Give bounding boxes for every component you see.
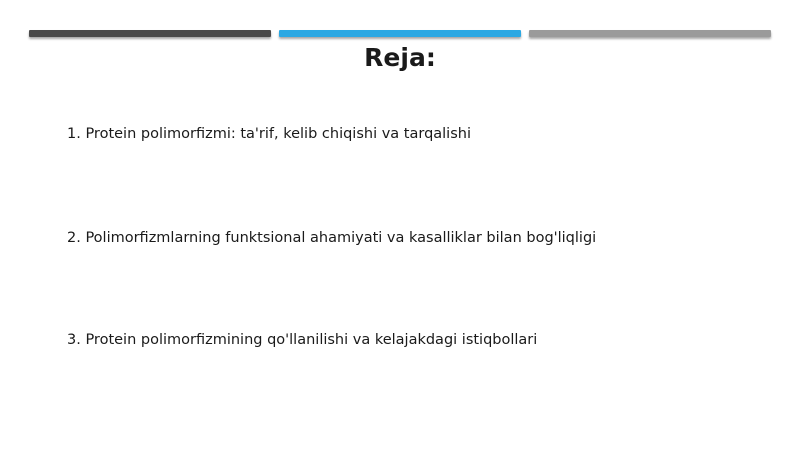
agenda-item-3: 3. Protein polimorfizmining qo'llanilishi va kelajakdagi istiqbollari [67, 332, 538, 348]
top-accent-bar-gray [529, 30, 771, 37]
slide-title: Reja: [364, 43, 436, 72]
top-accent-bar-dark [29, 30, 271, 37]
top-accent-bar-blue [279, 30, 521, 37]
agenda-item-2: 2. Polimorfizmlarning funktsional ahamiyati va kasalliklar bilan bog'liqligi [67, 230, 597, 246]
agenda-item-1: 1. Protein polimorfizmi: ta'rif, kelib chiqishi va tarqalishi [67, 126, 471, 142]
